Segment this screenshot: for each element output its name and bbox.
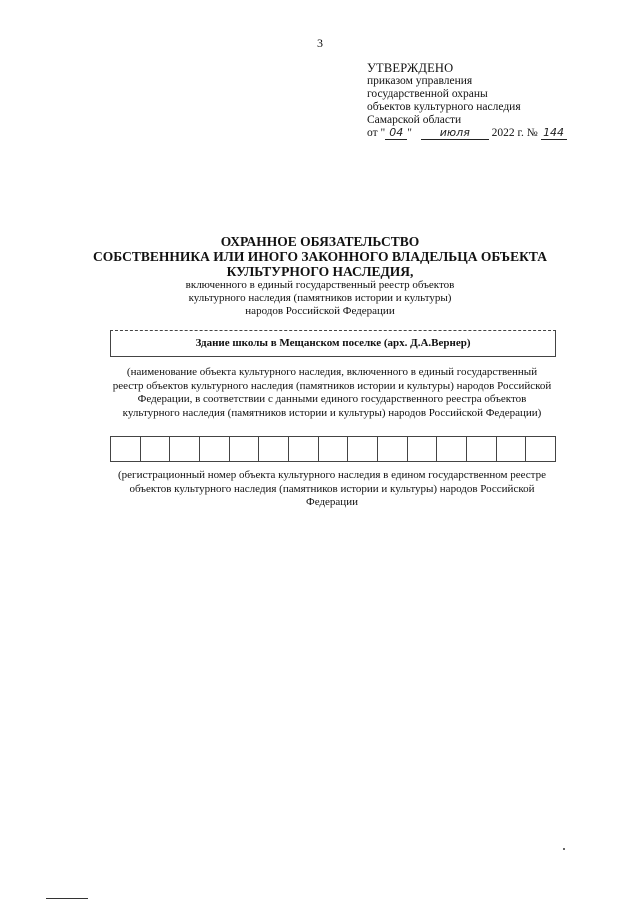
reg-cell	[348, 437, 378, 461]
reg-cell	[289, 437, 319, 461]
subtitle-line: культурного наследия (памятников истории и культуры)	[188, 292, 452, 304]
reg-cell	[259, 437, 289, 461]
reg-cell	[408, 437, 438, 461]
caption-line: реестр объектов культурного наследия (памятников истории и культуры) народов Российской	[112, 379, 552, 392]
date-year: 2022 г. №	[491, 127, 538, 139]
object-name-caption	[110, 366, 554, 420]
object-name: Здание школы в Мещанском поселке (арх. Д.А.Вернер)	[195, 337, 471, 349]
page-number: 3	[317, 36, 323, 50]
caption-line: (регистрационный номер объекта культурного наследия в едином государственном реестре	[118, 469, 546, 481]
reg-cell	[111, 437, 141, 461]
date-quote: "	[407, 127, 412, 139]
title-line: СОБСТВЕННИКА ИЛИ ИНОГО ЗАКОННОГО ВЛАДЕЛЬЦА ОБЪЕКТА	[93, 249, 547, 264]
date-prefix: от "	[367, 127, 386, 139]
approval-date-line	[367, 127, 627, 140]
reg-cell	[467, 437, 497, 461]
approval-stamp	[367, 62, 627, 140]
document-title	[0, 234, 640, 318]
caption-line: (наименование объекта культурного наследия, включенного в единый государственный	[126, 366, 538, 378]
reg-cell	[200, 437, 230, 461]
subtitle-line: включенного в единый государственный реестр объектов	[185, 279, 455, 291]
object-name-field	[110, 330, 556, 357]
date-month: июля	[421, 127, 489, 140]
reg-cell	[526, 437, 555, 461]
approval-heading: УТВЕРЖДЕНО	[367, 61, 454, 75]
approval-line: Самарской области	[367, 114, 462, 126]
title-line: ОХРАННОЕ ОБЯЗАТЕЛЬСТВО	[220, 234, 420, 249]
order-number: 144	[541, 127, 567, 140]
caption-line: Федерации	[306, 496, 358, 508]
caption-line: Федерации, в соответствии с данными единого государственного реестра объектов	[137, 393, 527, 405]
footer-rule	[46, 898, 88, 899]
reg-cell	[170, 437, 200, 461]
approval-line: государственной охраны	[367, 88, 488, 100]
approval-line: объектов культурного наследия	[367, 101, 521, 113]
caption-line: культурного наследия (памятников истории и культуры) народов Российской Федерации)	[122, 406, 542, 419]
registration-caption	[108, 469, 556, 510]
reg-cell	[437, 437, 467, 461]
reg-cell	[378, 437, 408, 461]
approval-line: приказом управления	[367, 75, 473, 87]
reg-cell	[141, 437, 171, 461]
reg-cell	[319, 437, 349, 461]
caption-line: объектов культурного наследия (памятников истории и культуры) народов Российской	[129, 482, 535, 495]
title-line: КУЛЬТУРНОГО НАСЛЕДИЯ,	[226, 264, 414, 279]
scan-mark	[563, 848, 565, 850]
date-day: 04	[385, 127, 407, 140]
subtitle-line: народов Российской Федерации	[245, 305, 395, 317]
registration-number-grid	[110, 436, 556, 462]
reg-cell	[230, 437, 260, 461]
reg-cell	[497, 437, 527, 461]
